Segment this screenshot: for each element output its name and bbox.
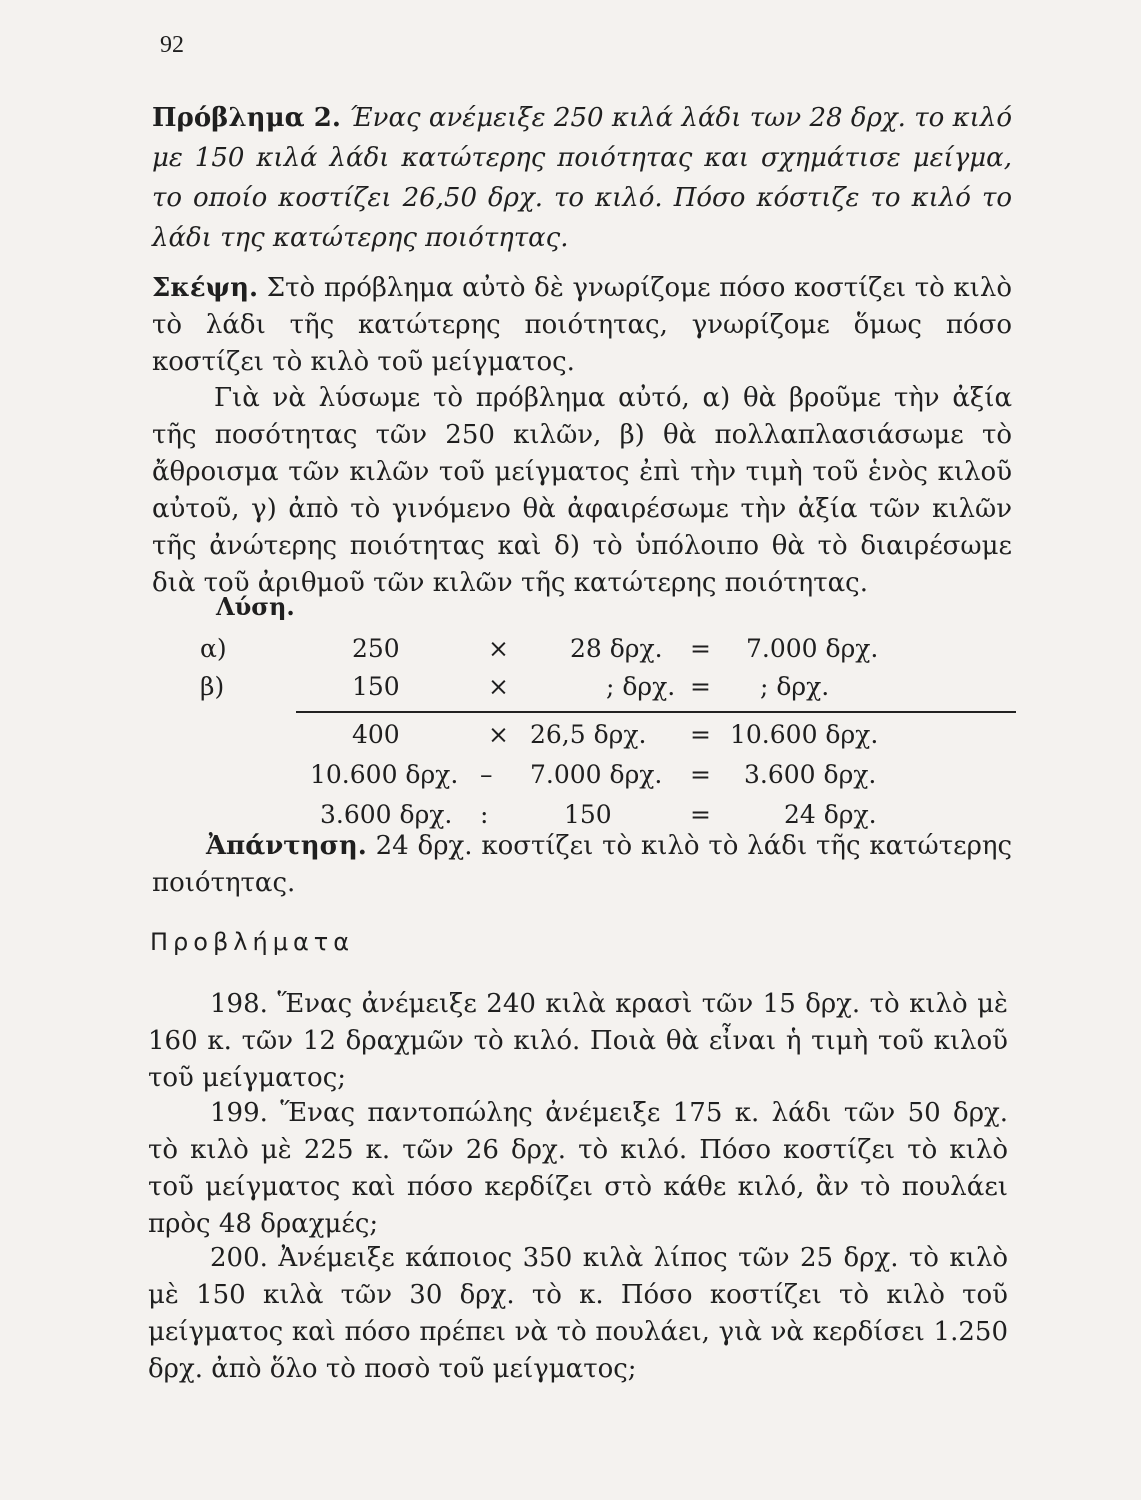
problem-2-text: Ένας ανέμειξε 250 κιλά λάδι των 28 δρχ. το κιλό με 150 κιλά λάδι κατώτερης ποιότητας και σχημάτισε μείγμα, το οποίο κοστίζει 26,50 δρχ. το κιλό. Πόσο κόστιζε το κιλό το λάδι της κατώτερης ποιότητας. bbox=[152, 103, 1012, 253]
approach-text: Γιὰ νὰ λύσωμε τὸ πρόβλημα αὐτό, α) θὰ βροῦμε τὴν ἀξία τῆς ποσότητας τῶν 250 κιλῶν, β) θὰ πολλαπλασιάσωμε τὸ ἄθροισμα τῶν κιλῶν τοῦ μείγματος ἐπὶ τὴν τιμὴ τοῦ ἑνὸς κιλοῦ αὐτοῦ, γ) ἀπὸ τὸ γινόμενο θὰ ἀφαιρέσωμε τὴν ἀξία τῶν κιλῶν τῆς ἀνώτερης ποιότητας καὶ δ) τὸ ὑπόλοιπο θὰ τὸ διαιρέσωμε διὰ τοῦ ἀριθμοῦ τῶν κιλῶν τῆς κατώτερης ποιότητας. bbox=[152, 383, 1012, 598]
calc-sum-rule bbox=[296, 711, 1016, 713]
calc-row5-result: 24 δρχ. bbox=[784, 800, 877, 829]
calc-row1-a: 250 bbox=[352, 634, 400, 663]
thought-text: Στὸ πρόβλημα αὐτὸ δὲ γνωρίζομε πόσο κοστίζει τὸ κιλὸ τὸ λάδι τῆς κατώτερης ποιότητας, γνωρίζομε ὅμως πόσο κοστίζει τὸ κιλὸ τοῦ μείγματος. bbox=[152, 273, 1012, 377]
calc-row2-b: ; δρχ. bbox=[606, 672, 676, 701]
calc-row1-b: 28 δρχ. bbox=[570, 634, 663, 663]
thought-paragraph bbox=[152, 270, 1012, 381]
calc-row1-eq: = bbox=[690, 634, 711, 663]
solution-calculation bbox=[150, 632, 1050, 842]
page-number: 92 bbox=[160, 32, 184, 58]
calc-row5-eq: = bbox=[690, 800, 711, 829]
calc-row1-op: × bbox=[488, 634, 509, 663]
calc-row5-a: 3.600 δρχ. bbox=[320, 800, 453, 829]
calc-row2-op: × bbox=[488, 672, 509, 701]
calc-row1-result: 7.000 δρχ. bbox=[746, 634, 879, 663]
calc-row4-op: – bbox=[480, 760, 493, 789]
calc-row5-b: 150 bbox=[564, 800, 612, 829]
thought-label: Σκέψη. bbox=[152, 273, 259, 303]
exercise-200: 200. Ἀνέμειξε κάποιος 350 κιλὰ λίπος τῶν 25 δρχ. τὸ κιλὸ μὲ 150 κιλὰ τῶν 30 δρχ. τὸ κ. Πόσο κοστίζει τὸ κιλὸ τοῦ μείγματος καὶ πόσο πρέπει νὰ τὸ πουλάει, γιὰ νὰ κερδίσει 1.250 δρχ. ἀπὸ ὅλο τὸ ποσὸ τοῦ μείγματος; bbox=[148, 1243, 1008, 1384]
calc-row3-op: × bbox=[488, 720, 509, 749]
calc-row4-eq: = bbox=[690, 760, 711, 789]
problem-2-paragraph bbox=[152, 98, 1012, 258]
calc-row5-op: : bbox=[480, 800, 489, 829]
calc-row2-eq: = bbox=[690, 672, 711, 701]
calc-row2-a: 150 bbox=[352, 672, 400, 701]
problem-2-label: Πρόβλημα 2. bbox=[152, 103, 341, 133]
approach-paragraph bbox=[152, 380, 1012, 602]
calc-row3-a: 400 bbox=[352, 720, 400, 749]
answer-text: 24 δρχ. κοστίζει τὸ κιλὸ τὸ λάδι τῆς κατώτερης ποιότητας. bbox=[152, 831, 1013, 898]
answer-paragraph bbox=[152, 828, 1012, 902]
exercise-199: 199. Ἕνας παντοπώλης ἀνέμειξε 175 κ. λάδι τῶν 50 δρχ. τὸ κιλὸ μὲ 225 κ. τῶν 26 δρχ. τὸ κιλό. Πόσο κοστίζει τὸ κιλὸ τοῦ μείγματος καὶ πόσο κερδίζει στὸ κάθε κιλό, ἂν τὸ πουλάει πρὸς 48 δραχμές; bbox=[148, 1098, 1008, 1239]
calc-row4-b: 7.000 δρχ. bbox=[530, 760, 663, 789]
exercise-198: 198. Ἕνας ἀνέμειξε 240 κιλὰ κρασὶ τῶν 15 δρχ. τὸ κιλὸ μὲ 160 κ. τῶν 12 δραχμῶν τὸ κιλό. Ποιὰ θὰ εἶναι ἡ τιμὴ τοῦ κιλοῦ τοῦ μείγματος; bbox=[148, 989, 1008, 1093]
calc-row3-b: 26,5 δρχ. bbox=[530, 720, 647, 749]
calc-row3-eq: = bbox=[690, 720, 711, 749]
calc-row4-result: 3.600 δρχ. bbox=[744, 760, 877, 789]
solution-label: Λύση. bbox=[216, 592, 295, 621]
answer-label: Ἀπάντηση. bbox=[206, 831, 367, 861]
calc-row1-label: α) bbox=[200, 634, 227, 663]
calc-row2-label: β) bbox=[200, 672, 225, 701]
calc-row2-result: ; δρχ. bbox=[760, 672, 830, 701]
calc-row4-a: 10.600 δρχ. bbox=[310, 760, 459, 789]
problems-heading: Προβλήματα bbox=[150, 928, 355, 956]
calc-row3-result: 10.600 δρχ. bbox=[730, 720, 879, 749]
